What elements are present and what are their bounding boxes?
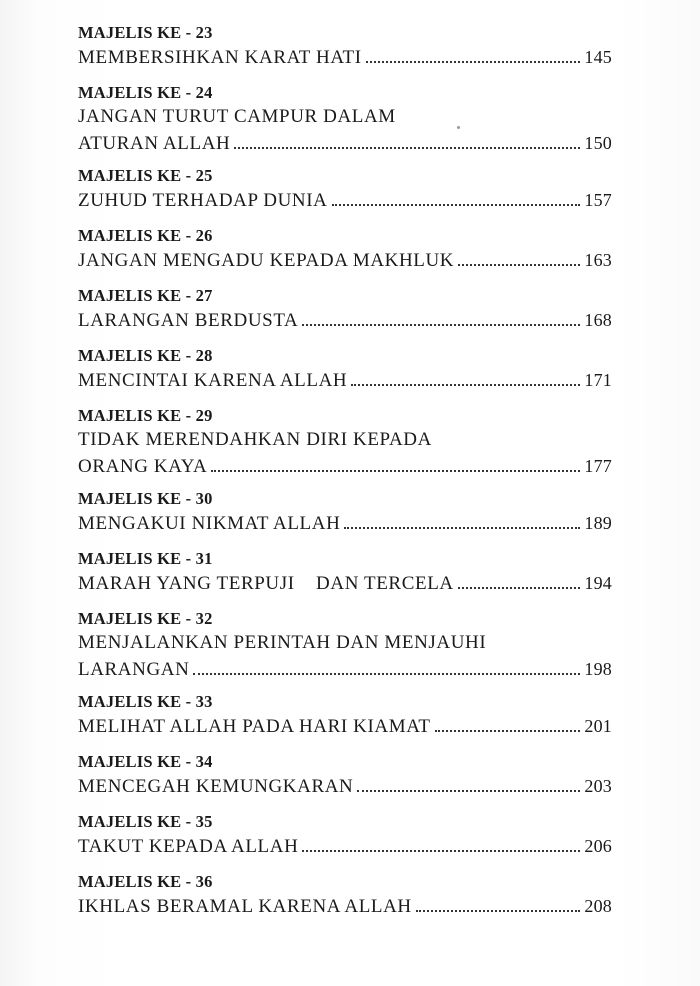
dot-leader <box>416 909 581 912</box>
majelis-heading: MAJELIS KE - 30 <box>78 489 213 508</box>
toc-row <box>78 130 612 156</box>
majelis-heading: MAJELIS KE - 25 <box>78 166 213 185</box>
majelis-heading: MAJELIS KE - 26 <box>78 226 213 245</box>
chapter-title: MEMBERSIHKAN KARAT HATI <box>78 47 362 68</box>
majelis-heading: MAJELIS KE - 33 <box>78 692 213 711</box>
dot-leader <box>458 263 580 266</box>
chapter-title: ORANG KAYA <box>78 456 208 477</box>
dot-leader <box>435 729 581 732</box>
page-number: 206 <box>584 836 612 856</box>
toc-row <box>78 893 612 919</box>
page-number: 203 <box>584 776 612 796</box>
toc-entry <box>78 285 612 345</box>
toc-row <box>78 367 612 393</box>
chapter-title: LARANGAN BERDUSTA <box>78 310 299 331</box>
toc-row <box>78 833 612 859</box>
majelis-heading: MAJELIS KE - 28 <box>78 346 213 365</box>
chapter-title: MELIHAT ALLAH PADA HARI KIAMAT <box>78 716 431 737</box>
toc-row <box>78 44 612 70</box>
majelis-heading: MAJELIS KE - 29 <box>78 406 213 425</box>
page-number: 157 <box>584 190 612 210</box>
majelis-heading: MAJELIS KE - 31 <box>78 549 213 568</box>
toc-row <box>78 773 612 799</box>
dot-leader <box>211 469 580 472</box>
toc-row <box>78 247 612 273</box>
dot-leader <box>344 526 580 529</box>
toc-row <box>78 713 612 739</box>
toc-row <box>78 307 612 333</box>
chapter-title: MENCINTAI KARENA ALLAH <box>78 370 348 391</box>
majelis-heading: MAJELIS KE - 23 <box>78 23 213 42</box>
chapter-title: ZUHUD TERHADAP DUNIA <box>78 190 328 211</box>
page-number: 171 <box>584 370 612 390</box>
chapter-title: MENCEGAH KEMUNGKARAN <box>78 776 354 797</box>
page-number: 150 <box>584 133 612 153</box>
page-number: 189 <box>584 513 612 533</box>
chapter-title-line: MENJALANKAN PERINTAH DAN MENJAUHI <box>78 632 487 653</box>
chapter-title: LARANGAN <box>78 659 190 680</box>
majelis-heading: MAJELIS KE - 24 <box>78 83 213 102</box>
majelis-heading: MAJELIS KE - 27 <box>78 286 213 305</box>
toc-entry <box>78 345 612 405</box>
chapter-title: IKHLAS BERAMAL KARENA ALLAH <box>78 896 412 917</box>
dot-leader <box>302 323 580 326</box>
chapter-title: MENGAKUI NIKMAT ALLAH <box>78 513 341 534</box>
dot-leader <box>351 383 580 386</box>
toc-entry <box>78 608 612 691</box>
toc-entry <box>78 871 612 931</box>
toc-entry <box>78 691 612 751</box>
toc-row <box>78 453 612 479</box>
dot-leader <box>366 60 581 63</box>
majelis-heading: MAJELIS KE - 34 <box>78 752 213 771</box>
toc-entry <box>78 548 612 608</box>
toc-entry <box>78 165 612 225</box>
toc-entry <box>78 225 612 285</box>
majelis-heading: MAJELIS KE - 32 <box>78 609 213 628</box>
toc-entry <box>78 22 612 82</box>
majelis-heading: MAJELIS KE - 35 <box>78 812 213 831</box>
dot-leader <box>357 789 580 792</box>
chapter-title: JANGAN MENGADU KEPADA MAKHLUK <box>78 250 455 271</box>
page-number: 194 <box>584 573 612 593</box>
toc-row <box>78 656 612 682</box>
toc-entry <box>78 405 612 488</box>
chapter-title: TAKUT KEPADA ALLAH <box>78 836 299 857</box>
page-number: 198 <box>584 659 612 679</box>
page-number: 168 <box>584 310 612 330</box>
page-number: 208 <box>584 896 612 916</box>
toc-entry <box>78 82 612 165</box>
page-number: 145 <box>584 47 612 67</box>
toc-entry <box>78 488 612 548</box>
chapter-title: MARAH YANG TERPUJI DAN TERCELA <box>78 573 454 594</box>
dot-leader <box>193 672 580 675</box>
dot-leader <box>332 203 581 206</box>
dot-leader <box>458 586 581 589</box>
table-of-contents <box>78 22 612 931</box>
chapter-title-line: TIDAK MERENDAHKAN DIRI KEPADA <box>78 429 432 450</box>
dot-leader <box>234 146 580 149</box>
toc-entry <box>78 751 612 811</box>
toc-row <box>78 570 612 596</box>
chapter-title: ATURAN ALLAH <box>78 133 231 154</box>
dot-leader <box>302 849 580 852</box>
toc-entry <box>78 811 612 871</box>
page-number: 201 <box>584 716 612 736</box>
majelis-heading: MAJELIS KE - 36 <box>78 872 213 891</box>
page-number: 163 <box>584 250 612 270</box>
page-number: 177 <box>584 456 612 476</box>
chapter-title-line: JANGAN TURUT CAMPUR DALAM <box>78 106 396 127</box>
toc-row <box>78 187 612 213</box>
toc-row <box>78 510 612 536</box>
